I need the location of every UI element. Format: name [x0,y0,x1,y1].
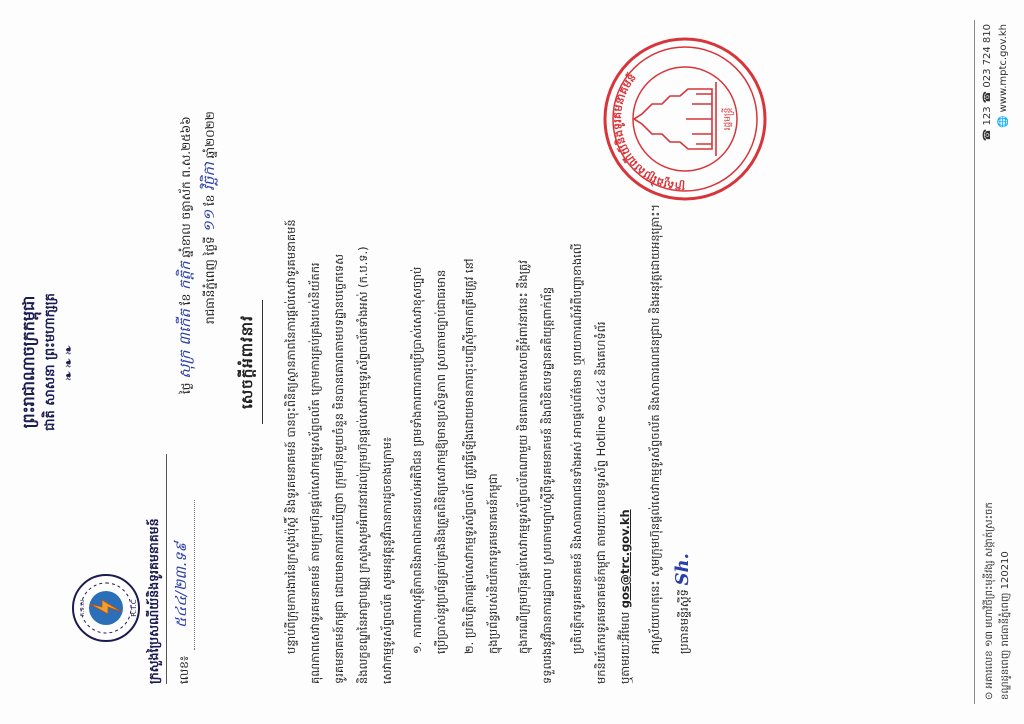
document-title: សេចក្តីអំពាវនាវ [238,315,256,409]
solar-month-handwritten: វិច្ឆិកា [200,162,218,191]
signoff-text: ប្រធានមន្ទីរស្តីទី [677,589,691,654]
lunar-date-mid: ខែ [179,293,193,306]
solar-date-suffix: ឆ្នាំ២០២២ [203,111,217,159]
body-line: ទូរគមនាគមន៍កម្ពុជា ដោយមានការរកឃើញថា ក្រុមហ៊ុនមួយចំនួន មិនបានគោរពតាមបទដ្ឋានបច្ចេកទេស [332,253,346,684]
body-line: ២. ប្រតិបត្តិការផ្តល់សេវាកម្មទូរស័ព្ទចល័ត ត្រូវធ្វើឡើងដោយមានការចុះបញ្ជីស៊ីមកាតត្រឹមត្រូវ នៅ [462,258,476,654]
solar-date-prefix: រាជធានីភ្នំពេញ ថ្ងៃទី [203,236,217,324]
kingdom-heading: ព្រះរាជាណាចក្រកម្ពុជា [19,295,38,429]
email-line [618,509,635,684]
closing-line: អាស្រ័យហេតុនេះ សូមក្រុមហ៊ុនផ្តល់សេវាកម្មទូរស័ព្ទចល័ត និងសាធារណជនជ្រាប និងអនុវត្តដោយអនុគ្រោះ។ [648,204,662,654]
body-line: ១. ការពារសុវត្ថិភាពនិងភាពឯកជនរបស់អតិថិជន ព្រមទាំងការពារការប្រើប្រាស់សេវាខុសច្បាប់ [410,266,424,654]
footer-website[interactable]: 🌐 www.mptc.gov.kh [998,24,1009,129]
svg-text:ក្រសួងប្រៃសណីយ៍និងទូរគមនាគមន៍ [611,71,685,194]
body-line: មកនិយ័តករទូរគមនាគមន៍កម្ពុជា តាមរយៈលេខទូរស័ព្ទ Hotline ១៤៤៤ និងគេហទំព័រ [594,321,608,684]
solar-date-mid: ខែ [203,194,217,207]
ref-label: លេខ៖ [177,655,191,684]
email-link[interactable]: gos@trc.gov.kh [618,509,632,609]
footer-divider [974,20,975,704]
ornament-flourish: ❧❧❧ [62,342,77,382]
body-line: ប្រតិបត្តិករទូរគមនាគមន៍ និងសាធារណជនទាំងអស់ អាចផ្តល់ព័ត៌មាន ឬរាយការណ៍អំពីបញ្ហាខាងលើ [570,243,584,654]
signoff-line [672,553,694,654]
ministry-underline [166,454,167,684]
ref-dotted-line [194,500,195,650]
logo-text-bottom: R.T.C [130,599,138,617]
solar-date-line [200,111,222,324]
footer-phone: ☎ 123 ☎ 023 724 810 [982,24,993,142]
stamp-inner-text: រដ្ឋមន្ត្រី [723,107,733,131]
body-line: បន្ទាប់ពីក្រុមការងារនៃក្រសួងប៉ុស្តិ៍ និងទូរគមនាគមន៍ បានចុះពិនិត្យស្ថានភាពនៃការផ្តល់សេវាទូរគមនាគមន៍ [284,219,298,654]
footer-address-line2: ខណ្ឌដូនពេញ រាជធានីភ្នំពេញ 120210 [1000,551,1011,700]
body-line: ទទួលរងនូវវិធានការរដ្ឋបាល ស្របតាមច្បាប់ស្តីពីទូរគមនាគមន៍ និងលិខិតបទដ្ឋានគតិយុត្តពាក់ព័ន្ធ [540,286,554,684]
lunar-date-prefix: ថ្ងៃ [179,382,193,394]
title-underline [262,300,263,424]
nation-motto: ជាតិ សាសនា ព្រះមហាក្សត្រ [43,293,58,431]
ministry-name: ក្រសួងប្រៃសណីយ៍និងទូរគមនាគមន៍ [146,518,161,684]
lunar-month-handwritten: កត្តិក [176,261,194,290]
body-line: គុណភាពសេវាទូរគមនាគមន៍ តាមក្រុមហ៊ុនផ្តល់សេវាកម្មទូរស័ព្ទចល័ត ក្រោមការគ្រប់គ្រងរបស់និយ័តករ [308,262,322,684]
body-line: ប្រើប្រាស់នូវប្រព័ន្ធគ្រប់គ្រងនិងត្រួតពិនិត្យសេវាកម្មឱ្យមានប្រសិទ្ធភាព ស្របតាមច្បាប់ជាធរមាន [434,269,448,654]
email-label: ឬតាមរយៈអ៊ីមែល [618,611,632,684]
ministry-logo-icon [70,572,142,644]
solar-day-handwritten: ១១ [200,209,218,233]
body-line: ក្នុងប្រព័ន្ធរបស់និយ័តករទូរគមនាគមន៍កម្ពុជា [486,473,500,654]
lunar-day-handwritten: សុក្រ ៣កើត [176,309,194,379]
lunar-date-line [176,116,198,394]
stamp-outer-text: ក្រសួងប្រៃសណីយ៍និងទូរគមនាគមន៍ [610,71,686,194]
body-line: សេវាកម្មទូរស័ព្ទចល័ត សូមអនុវត្តនូវវិធានការដូចខាងក្រោម៖ [380,436,394,684]
logo-text-top: ក.ទ.ស [79,599,86,617]
body-line: ក្នុងករណីក្រុមហ៊ុនផ្តល់សេវាកម្មទូរស័ព្ទចល័តណាមួយ មិនគោរពតាមសេចក្តីអំពាវនាវនេះ នឹងត្រូវ [516,260,530,654]
footer-address-line1: ⊙ អគារលេខ ១៣ មហាវិថីព្រះមុនីវង្ស សង្កាត់ស្រះចក [984,502,995,700]
body-line: និងលក្ខខណ្ឌនៃអាជ្ញាបណ្ណ ក្រសួងសូមអំពាវនាវដល់ក្រុមហ៊ុនផ្តល់សេវាកម្មទូរស័ព្ទចល័តទាំងអស់ (ក.ប.ទ.) [356,246,370,684]
ref-number-handwritten: ៥៤៤/២៣.ទ៩ [172,542,190,628]
official-stamp-icon [600,34,770,204]
lunar-date-suffix: ឆ្នាំខាល ចត្វាស័ក ព.ស.២៥៦៦ [179,116,193,258]
handwritten-signature: Sh. [672,553,693,586]
